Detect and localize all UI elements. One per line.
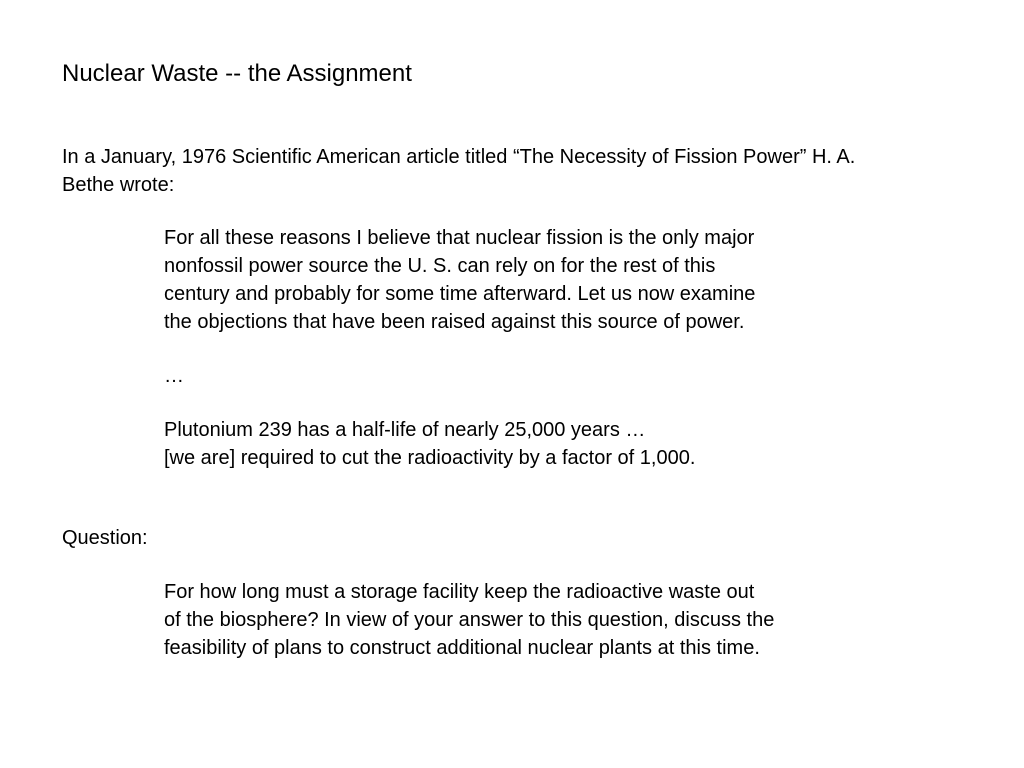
question-line: feasibility of plans to construct additional nuclear plants at this time. (164, 637, 760, 659)
quote-ellipsis: … (164, 365, 184, 387)
question-line: For how long must a storage facility keep the radioactive waste out (164, 581, 755, 603)
quote-line: For all these reasons I believe that nuclear fission is the only major (164, 227, 755, 249)
slide-title: Nuclear Waste -- the Assignment (62, 60, 412, 87)
quote2-line: [we are] required to cut the radioactivity by a factor of 1,000. (164, 447, 696, 469)
question-label: Question: (62, 527, 148, 549)
quote2-line: Plutonium 239 has a half-life of nearly 25,000 years … (164, 419, 646, 441)
quote-line: nonfossil power source the U. S. can rely on for the rest of this (164, 255, 716, 277)
quote-line: century and probably for some time afterward. Let us now examine (164, 283, 756, 305)
quote-line: the objections that have been raised against this source of power. (164, 311, 745, 333)
intro-line: In a January, 1976 Scientific American article titled “The Necessity of Fission Power” H. A. (62, 146, 856, 168)
intro-line: Bethe wrote: (62, 174, 175, 196)
question-line: of the biosphere? In view of your answer to this question, discuss the (164, 609, 775, 631)
